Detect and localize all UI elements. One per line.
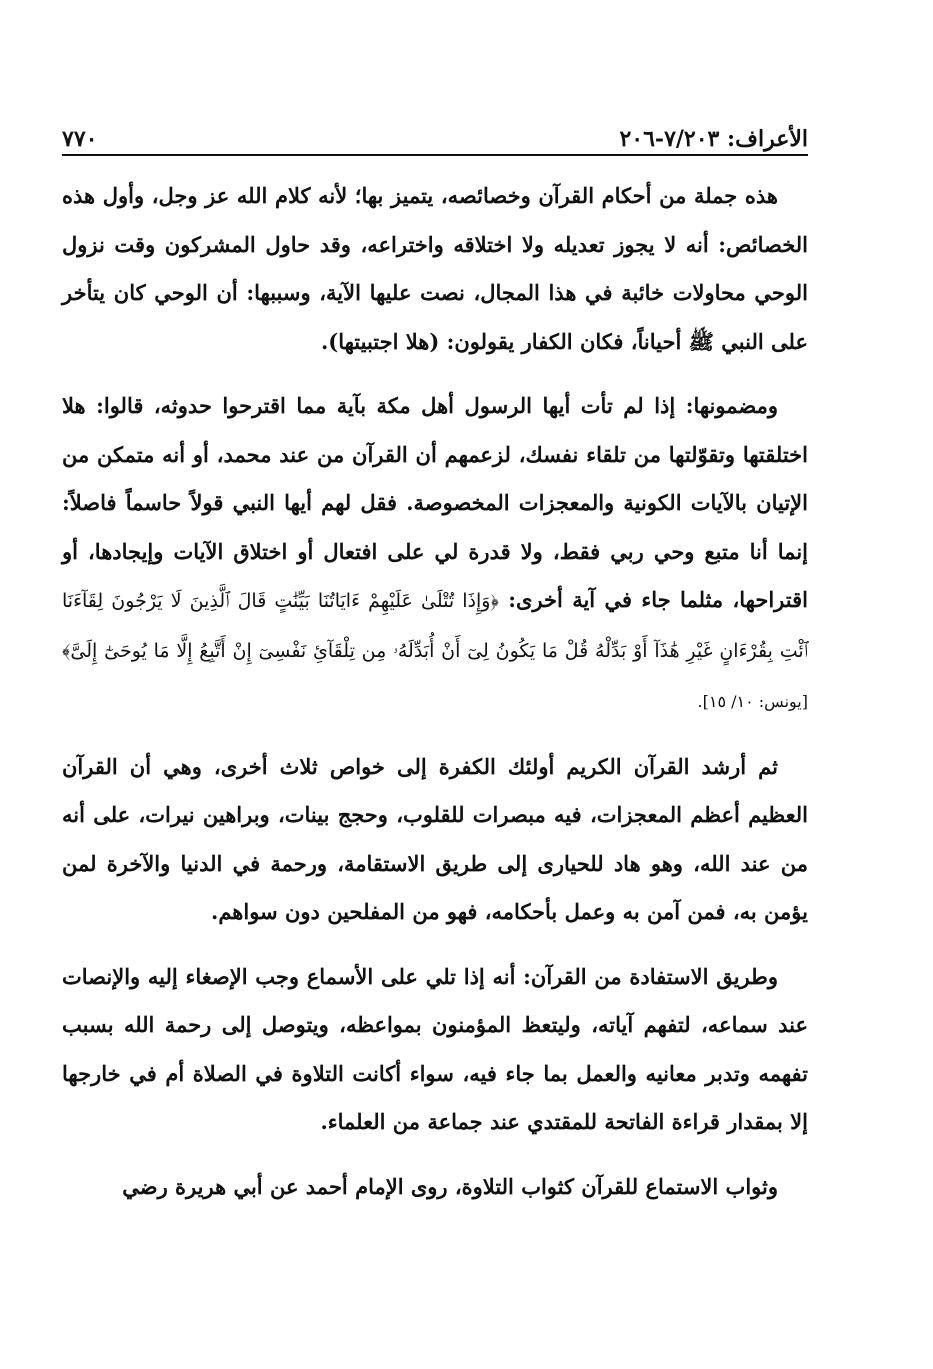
paragraph-text: وثواب الاستماع للقرآن كثواب التلاوة، روى الإمام أحمد عن أبي هريرة رضي bbox=[122, 1173, 778, 1199]
paragraph bbox=[62, 953, 808, 1147]
paragraph-text: ثم أرشد القرآن الكريم أولئك الكفرة إلى خواص ثلاث أخرى، وهي أن القرآن العظيم أعظم المعجزات، فيه مبصرات للقلوب، وحجج بينات، وبراهين نيرات، على أنه من عند الله، وهو هاد للحيارى إلى طريق الاستقامة، ورحمة في الدنيا والآخرة لمن يؤمن به، فمن آمن به وعمل بأحكامه، فهو من المفلحين دون سواهم. bbox=[62, 753, 808, 924]
sura-reference: الأعراف: ٧/٢٠٣-٢٠٦ bbox=[619, 126, 808, 152]
quran-verse: ﴿وَإِذَا تُتْلَىٰ عَلَيْهِمْ ءَايَاتُنَا بَيِّنَٰتٍ قَالَ ٱلَّذِينَ لَا يَرْجُونَ لِقَآءَنَا ٱئْتِ بِقُرْءَانٍ غَيْرِ هَٰذَآ أَوْ بَدِّلْهُ قُلْ مَا يَكُونُ لِىٓ أَنْ أُبَدِّلَهُۥ مِن تِلْقَآئِ نَفْسِىٓ إِنْ أَتَّبِعُ إِلَّا مَا يُوحَىٰٓ إِلَىَّ﴾ bbox=[62, 590, 808, 662]
paragraph-text: هذه جملة من أحكام القرآن وخصائصه، يتميز بها؛ لأنه كلام الله عز وجل، وأول هذه الخصائص: أنه لا يجوز تعديله ولا اختلاقه واختراعه، وقد حاول المشركون وقت نزول الوحي محاولات خائبة في هذا المجال، نصت عليها الآية، وسببها: أن الوحي كان يتأخر على النبي ﷺ أحياناً، فكان الكفار يقولون: (هلا اجتبيتها). bbox=[62, 183, 808, 354]
paragraph bbox=[62, 743, 808, 937]
verse-citation: [يونس: ١٠/ ١٥]. bbox=[697, 692, 808, 711]
page-number: ٧٧٠ bbox=[62, 126, 98, 152]
paragraph bbox=[62, 382, 808, 727]
page-body bbox=[62, 172, 808, 1227]
paragraph-text: ومضمونها: إذا لم تأت أيها الرسول أهل مكة بآية مما اقترحوا حدوثه، قالوا: هلا اختلقتها وتقوّلتها من تلقاء نفسك، لزعمهم أن القرآن من عند محمد، أو أنه متمكن من الإتيان بالآيات الكونية والمعجزات المخصوصة. فقل لهم أيها النبي قولاً حاسماً فاصلاً: إنما أنا متبع وحي ربي فقط، ولا قدرة لي على افتعال أو اختلاق الآيات وإيجادها، أو اقتراحها، مثلما جاء في آية أخرى: bbox=[62, 393, 808, 612]
paragraph bbox=[62, 172, 808, 366]
header-divider bbox=[62, 154, 808, 156]
paragraph bbox=[62, 1163, 808, 1212]
paragraph-text: وطريق الاستفادة من القرآن: أنه إذا تلي على الأسماع وجب الإصغاء إليه والإنصات عند سماعه، لتفهم آياته، وليتعظ المؤمنون بمواعظه، ويتوصل إلى رحمة الله بسبب تفهمه وتدبر معانيه والعمل بما جاء فيه، سواء أكانت التلاوة في الصلاة أم في خارجها إلا بمقدار قراءة الفاتحة للمقتدي عند جماعة من العلماء. bbox=[62, 963, 808, 1134]
page-header bbox=[62, 114, 808, 152]
